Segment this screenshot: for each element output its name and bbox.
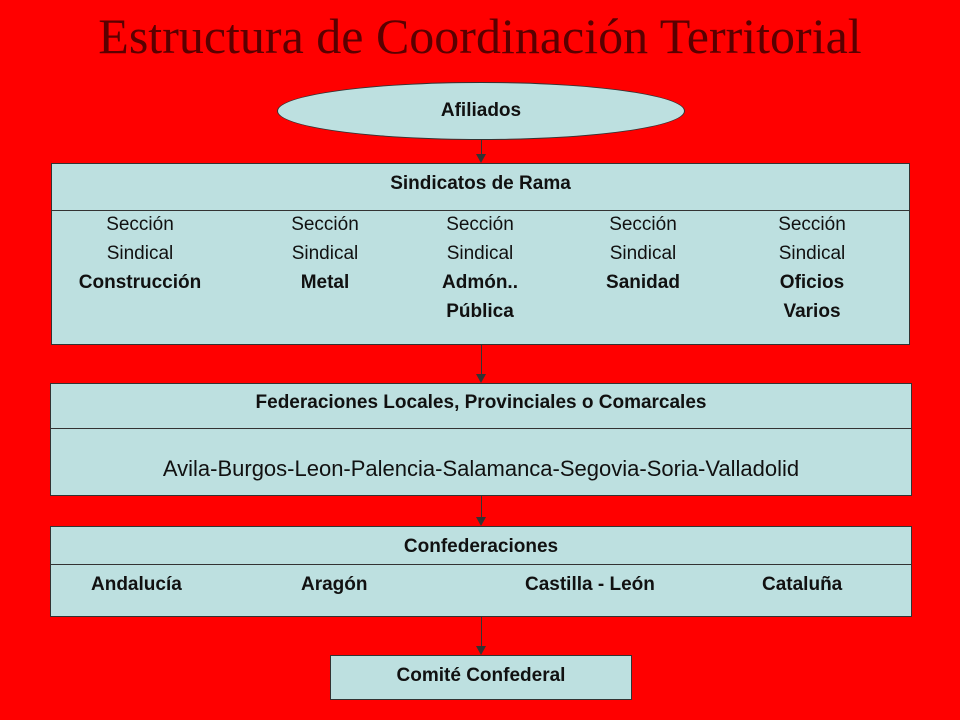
connector-line [481, 345, 482, 375]
rama-name-line2: Pública [446, 301, 514, 322]
sindicatos-header: Sindicatos de Rama [390, 173, 571, 194]
sindical-label: Sindical [609, 243, 677, 264]
rama-name-line2: Varios [783, 301, 841, 322]
connector-line [481, 617, 482, 647]
rama-name: Metal [300, 272, 350, 293]
rama-name: Admón.. [442, 272, 518, 293]
arrow-head [476, 646, 486, 655]
seccion-metal [260, 210, 390, 297]
sindical-label: Sindical [778, 243, 846, 264]
federaciones-box [50, 383, 912, 496]
arrow-head [476, 374, 486, 383]
confederacion-andalucia: Andalucía [91, 574, 182, 595]
seccion-label: Sección [446, 214, 514, 235]
divider [51, 564, 911, 565]
connector-line [481, 496, 482, 518]
seccion-construccion [60, 210, 220, 297]
seccion-label: Sección [609, 214, 677, 235]
confederacion-cataluna: Cataluña [762, 574, 843, 595]
sindical-label: Sindical [106, 243, 174, 264]
sindical-label: Sindical [291, 243, 359, 264]
seccion-label: Sección [106, 214, 174, 235]
seccion-sanidad [578, 210, 708, 297]
arrow-head [476, 154, 486, 163]
confederacion-aragon: Aragón [301, 574, 368, 595]
seccion-label: Sección [778, 214, 846, 235]
federaciones-header: Federaciones Locales, Provinciales o Comarcales [255, 392, 707, 413]
rama-name: Construcción [78, 272, 202, 293]
arrow-head [476, 517, 486, 526]
rama-name: Oficios [779, 272, 845, 293]
connector-line [481, 140, 482, 155]
divider [51, 428, 911, 429]
seccion-label: Sección [291, 214, 359, 235]
page-title: Estructura de Coordinación Territorial [98, 8, 862, 64]
comite-confederal-box [330, 655, 632, 700]
sindical-label: Sindical [446, 243, 514, 264]
comite-label: Comité Confederal [396, 665, 566, 686]
federaciones-list: Avila-Burgos-Leon-Palencia-Salamanca-Segovia-Soria-Valladolid [162, 456, 800, 481]
seccion-oficios-varios [747, 210, 877, 326]
confederaciones-box [50, 526, 912, 617]
afiliados-node: Afiliados [277, 82, 685, 140]
seccion-admon-publica [415, 210, 545, 326]
confederacion-castilla-leon: Castilla - León [525, 574, 655, 595]
confederaciones-header: Confederaciones [403, 536, 559, 557]
rama-name: Sanidad [606, 272, 680, 293]
